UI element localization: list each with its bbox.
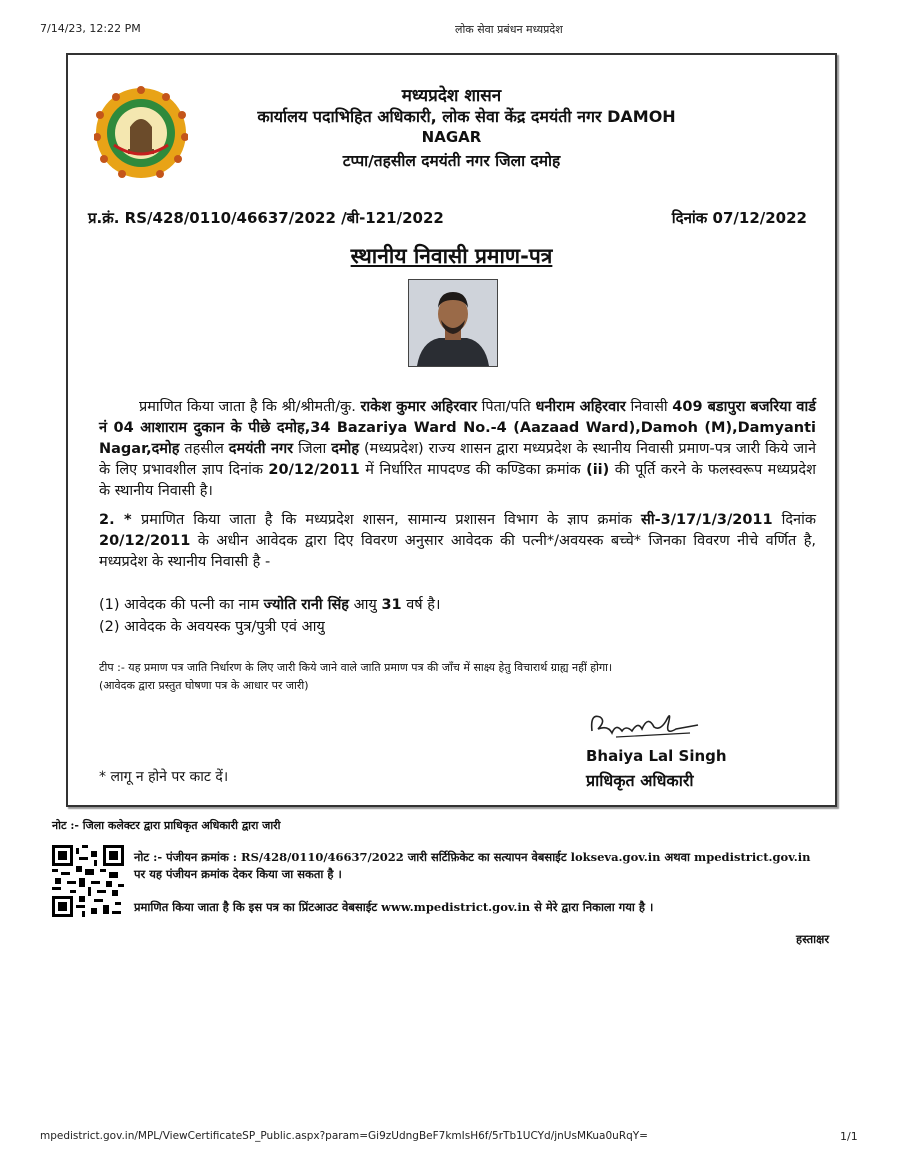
district-name: दमोह	[331, 441, 360, 457]
verification-qr-code	[52, 845, 124, 917]
gad-memo-date: 20/12/2011	[99, 533, 191, 549]
certificate-paragraph-1: प्रमाणित किया जाता है कि श्री/श्रीमती/कु. राकेश कुमार अहिरवार पिता/पति धनीराम अहिरवार निवासी 409 बडापुरा बजरिया वार्ड नं 04 आशाराम दुकान के पीछे दमोह,34 Bazariya Ward No.-4 (Aazaad Ward),Damoh (M),Damyanti Nagar,दमोह तहसील दमयंती नगर जिला दमोह (मध्यप्रदेश) राज्य शासन द्वारा मध्यप्रदेश के स्थानीय निवासी प्रमाण-पत्र जारी किये जाने के लिए प्रभावशील ज्ञाप दिनांक 20/12/2011 में निर्धारित मापदण्ड की कण्डिका क्रमांक (ii) की पूर्ति करने के फलस्वरूप मध्यप्रदेश के स्थानीय निवासी है।	[99, 399, 816, 499]
verification-note-line-1: नोट :- पंजीयन क्रमांक : RS/428/0110/46637/2022 जारी सर्टिफ़िकेट का सत्यापन वेबसाईट lokseva.gov.in अथवा mpedistrict.gov.in	[134, 850, 811, 864]
reference-number: प्र.क्रं. RS/428/0110/46637/2022 /बी-121/2022	[88, 209, 444, 227]
wife-age: 31	[381, 597, 402, 613]
wife-name: ज्योति रानी सिंह	[263, 597, 349, 613]
children-details: (2) आवेदक के अवयस्क पुत्र/पुत्री एवं आयु	[99, 619, 325, 635]
tehsil-name: दमयंती नगर	[228, 441, 294, 457]
strike-note: * लागू न होने पर काट दें।	[99, 769, 229, 785]
signature-label: हस्ताक्षर	[796, 932, 830, 946]
memo-date: 20/12/2011	[268, 462, 360, 478]
verification-note-line-2: पर यह पंजीयन क्रमांक देकर किया जा सकता है ।	[134, 867, 342, 881]
certificate-frame	[66, 53, 837, 807]
declaration-note: (आवेदक द्वारा प्रस्तुत घोषणा पत्र के आधार पर जारी)	[99, 679, 309, 692]
clause-number: (ii)	[586, 462, 610, 478]
applicant-address: 409 बडापुरा बजरिया वार्ड नं 04 आशाराम दुकान के पीछे दमोह,34 Bazariya Ward No.-4 (Aazaad Ward),Damoh (M),Damyanti Nagar,दमोह	[99, 399, 816, 457]
wife-details: (1) आवेदक की पत्नी का नाम ज्योति रानी सिंह आयु 31 वर्ष है।	[99, 597, 441, 613]
header-line-office-cont: NAGAR	[421, 128, 482, 146]
print-page-title: लोक सेवा प्रबंधन मध्यप्रदेश	[455, 23, 563, 36]
officer-signature	[586, 703, 706, 743]
gad-memo-number: सी-3/17/1/3/2011	[641, 512, 773, 528]
header-line-tehsil: टप्पा/तहसील दमयंती नगर जिला दमोह	[342, 152, 561, 170]
signatory-name: Bhaiya Lal Singh	[586, 747, 727, 765]
applicant-photo	[408, 279, 498, 367]
father-name: धनीराम अहिरवार	[535, 399, 626, 415]
header-line-govt: मध्यप्रदेश शासन	[401, 86, 502, 106]
print-datetime: 7/14/23, 12:22 PM	[40, 22, 141, 35]
printout-note: प्रमाणित किया जाता है कि इस पत्र का प्रिंटआउट वेबसाईट www.mpedistrict.gov.in से मेरे द्वारा निकाला गया है ।	[134, 900, 654, 914]
print-url: mpedistrict.gov.in/MPL/ViewCertificateSP_Public.aspx?param=Gi9zUdngBeF7kmIsH6f/5rTb1UCYd/jnUsMKua0uRqY=	[40, 1130, 648, 1142]
signatory-title: प्राधिकृत अधिकारी	[586, 771, 694, 790]
caste-note: टीप :- यह प्रमाण पत्र जाति निर्धारण के लिए जारी किये जाने वाले जाति प्रमाण पत्र की जाँच में साक्ष्य हेतु विचारार्थ ग्राह्य नहीं होगा।	[99, 661, 613, 674]
header-line-office: कार्यालय पदाभिहित अधिकारी, लोक सेवा केंद्र दमयंती नगर DAMOH	[257, 107, 676, 126]
issue-date: दिनांक 07/12/2022	[671, 209, 807, 227]
certificate-title: स्थानीय निवासी प्रमाण-पत्र	[350, 244, 553, 268]
applicant-name: राकेश कुमार अहिरवार	[360, 399, 478, 415]
print-page-number: 1/1	[840, 1130, 858, 1143]
collector-note: नोट :- जिला कलेक्टर द्वारा प्राधिकृत अधिकारी द्वारा जारी	[52, 819, 281, 832]
certificate-paragraph-2: 2. * प्रमाणित किया जाता है कि मध्यप्रदेश शासन, सामान्य प्रशासन विभाग के ज्ञाप क्रमांक सी-3/17/1/3/2011 दिनांक 20/12/2011 के अधीन आवेदक द्वारा दिए विवरण अनुसार आवेदक की पत्नी*/अवयस्क बच्चे* जिनका विवरण नीचे वर्णित है, मध्यप्रदेश के स्थानीय निवासी है -	[99, 512, 816, 570]
